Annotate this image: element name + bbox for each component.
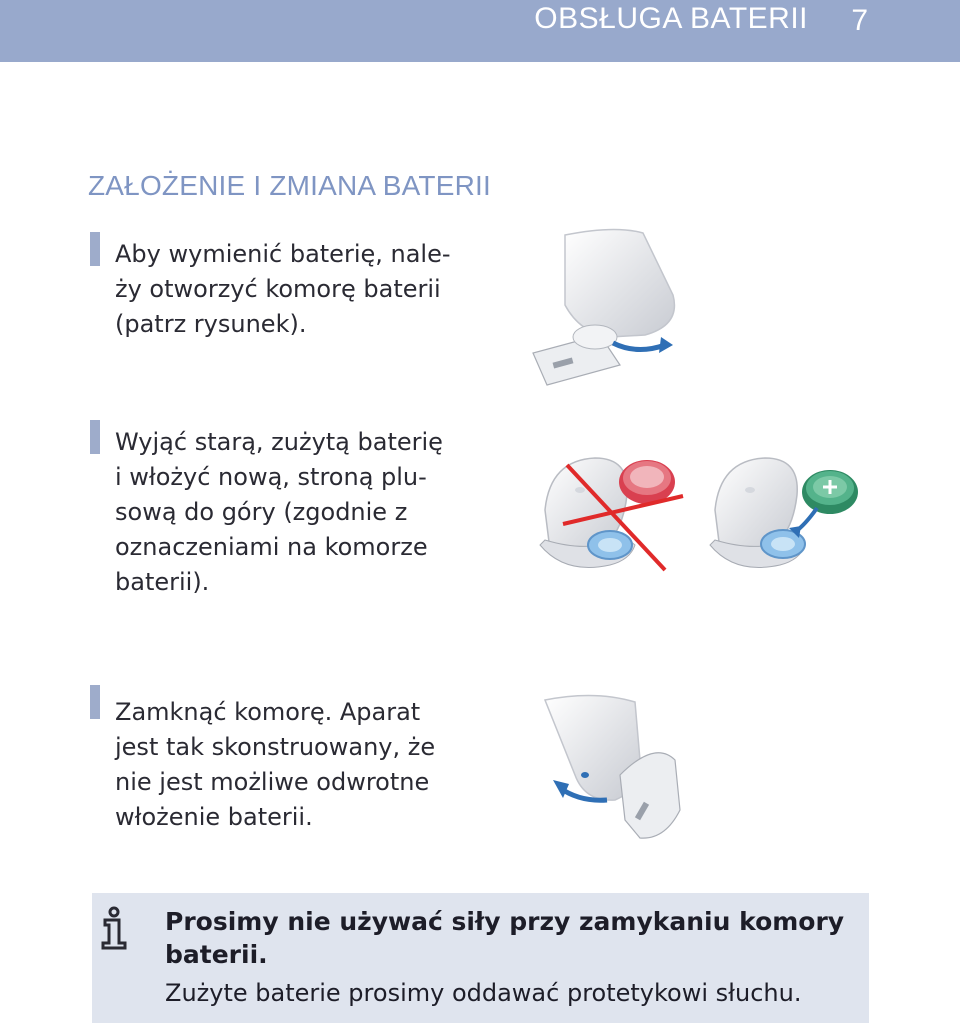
open-battery-door-illustration xyxy=(525,225,685,390)
step-1-line: Aby wymienić baterię, nale- xyxy=(115,240,451,268)
step-3-line: włożenie baterii. xyxy=(115,803,313,831)
step-2-line: i włożyć nową, stroną plu- xyxy=(115,463,427,491)
info-warning-text xyxy=(165,905,865,971)
step-3-line: jest tak skonstruowany, że xyxy=(115,733,436,761)
step-2-line: baterii). xyxy=(115,568,210,596)
close-battery-door-illustration xyxy=(535,690,685,845)
info-warning-line: baterii. xyxy=(165,940,268,969)
step-3-line: Zamknąć komorę. Aparat xyxy=(115,698,421,726)
step-3-text xyxy=(115,695,500,835)
section-heading: ZAŁOŻENIE I ZMIANA BATERII xyxy=(88,170,491,201)
step-1-line: ży otworzyć komorę baterii xyxy=(115,275,441,303)
step-2-line: Wyjąć starą, zużytą baterię xyxy=(115,428,443,456)
info-disposal-text: Zużyte baterie prosimy oddawać protetykowi słuchu. xyxy=(165,979,802,1007)
step-2-line: oznaczeniami na komorze xyxy=(115,533,428,561)
step-marker xyxy=(90,685,100,719)
battery-wrong-orientation-illustration xyxy=(535,450,695,590)
step-2-line: sową do góry (zgodnie z xyxy=(115,498,408,526)
battery-correct-orientation-illustration xyxy=(705,450,865,590)
step-1-line: (patrz rysunek). xyxy=(115,310,307,338)
step-1-text xyxy=(115,237,500,342)
step-2-text xyxy=(115,425,500,600)
step-marker xyxy=(90,420,100,454)
info-box xyxy=(92,893,869,1023)
step-marker xyxy=(90,232,100,266)
page-number: 7 xyxy=(851,4,868,37)
header-bar xyxy=(0,0,960,62)
info-warning-line: Prosimy nie używać siły przy zamykaniu komory xyxy=(165,907,845,936)
info-icon xyxy=(97,905,131,951)
step-3-line: nie jest możliwe odwrotne xyxy=(115,768,430,796)
chapter-title: OBSŁUGA BATERII xyxy=(534,2,808,35)
